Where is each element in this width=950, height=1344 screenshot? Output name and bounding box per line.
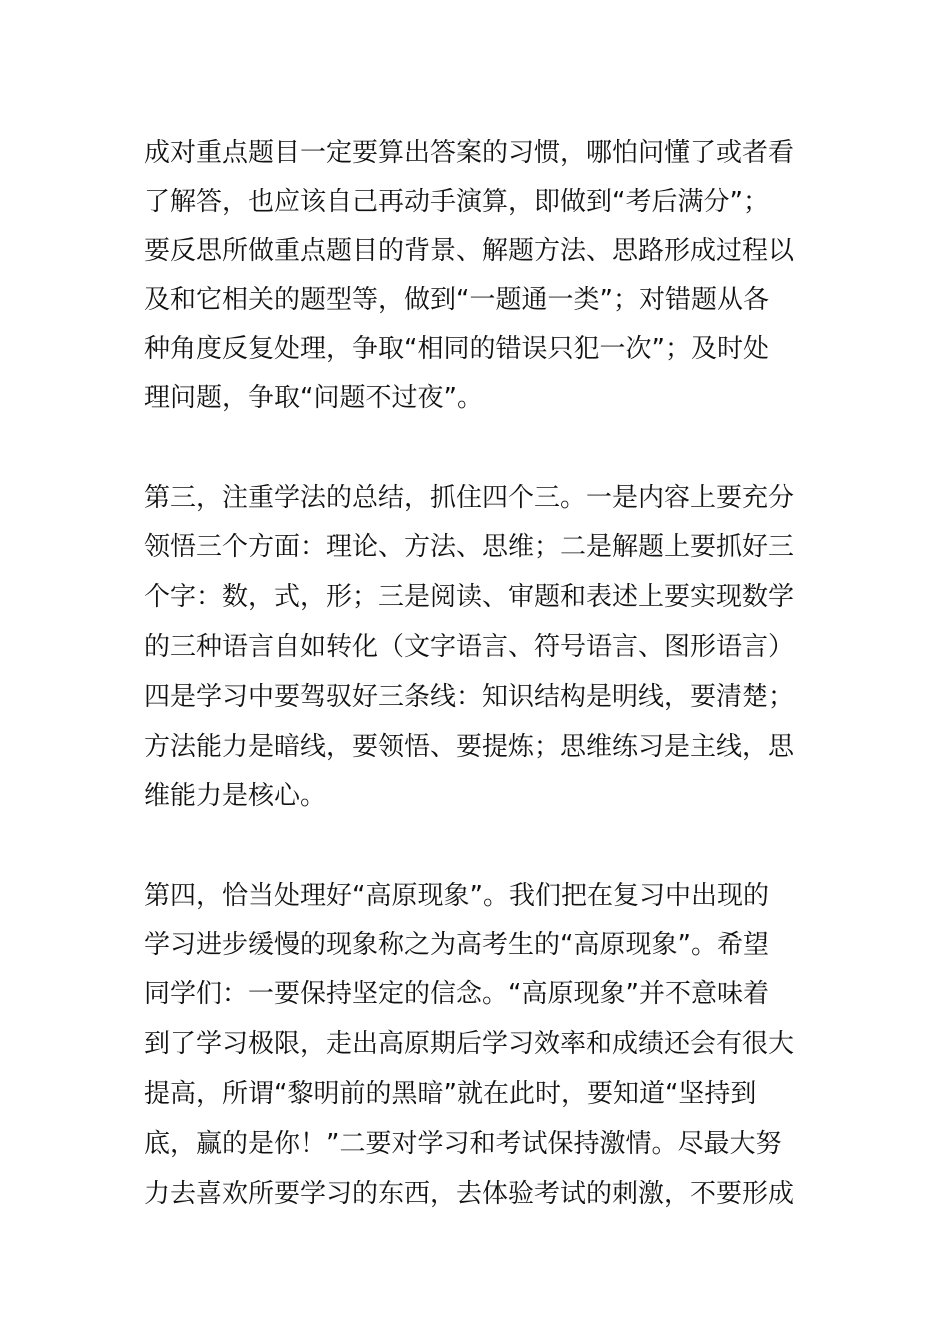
paragraph-1-line-1: 成对重点题目一定要算出答案的习惯，哪怕问懂了或者看 [144, 138, 795, 168]
paragraph-2-line-3: 个字：数，式，形；三是阅读、审题和表述上要实现数学 [144, 582, 795, 612]
paragraph-3-line-2: 学习进步缓慢的现象称之为高考生的“高原现象”。希望 [144, 930, 769, 960]
paragraph-1-line-5: 种角度反复处理，争取“相同的错误只犯一次”；及时处 [144, 334, 769, 364]
paragraph-1-line-6: 理问题，争取“问题不过夜”。 [144, 383, 483, 413]
paragraph-3-line-3: 同学们：一要保持坚定的信念。“高原现象”并不意味着 [144, 979, 769, 1009]
paragraph-2-line-2: 领悟三个方面：理论、方法、思维；二是解题上要抓好三 [144, 532, 795, 562]
paragraph-1-line-3: 要反思所做重点题目的背景、解题方法、思路形成过程以 [144, 236, 795, 266]
paragraph-1-line-4: 及和它相关的题型等，做到“一题通一类”；对错题从各 [144, 285, 769, 315]
paragraph-2-line-5: 四是学习中要驾驭好三条线：知识结构是明线，要清楚； [144, 682, 795, 712]
paragraph-3-line-7: 力去喜欢所要学习的东西，去体验考试的刺激，不要形成 [144, 1179, 795, 1209]
paragraph-3-line-4: 到了学习极限，走出高原期后学习效率和成绩还会有很大 [144, 1029, 795, 1059]
paragraph-1-line-2: 了解答，也应该自己再动手演算，即做到“考后满分”； [144, 187, 769, 217]
paragraph-3-line-6: 底，赢的是你！”二要对学习和考试保持激情。尽最大努 [144, 1129, 782, 1159]
paragraph-2-line-1: 第三，注重学法的总结，抓住四个三。一是内容上要充分 [144, 483, 795, 513]
paragraph-3-line-5: 提高，所谓“黎明前的黑暗”就在此时，要知道“坚持到 [144, 1079, 757, 1109]
paragraph-2-line-6: 方法能力是暗线，要领悟、要提炼；思维练习是主线，思 [144, 732, 795, 762]
paragraph-3-line-1: 第四，恰当处理好“高原现象”。我们把在复习中出现的 [144, 881, 769, 911]
paragraph-2-line-4: 的三种语言自如转化（文字语言、符号语言、图形语言） [144, 632, 795, 662]
paragraph-2-line-7: 维能力是核心。 [144, 781, 327, 811]
